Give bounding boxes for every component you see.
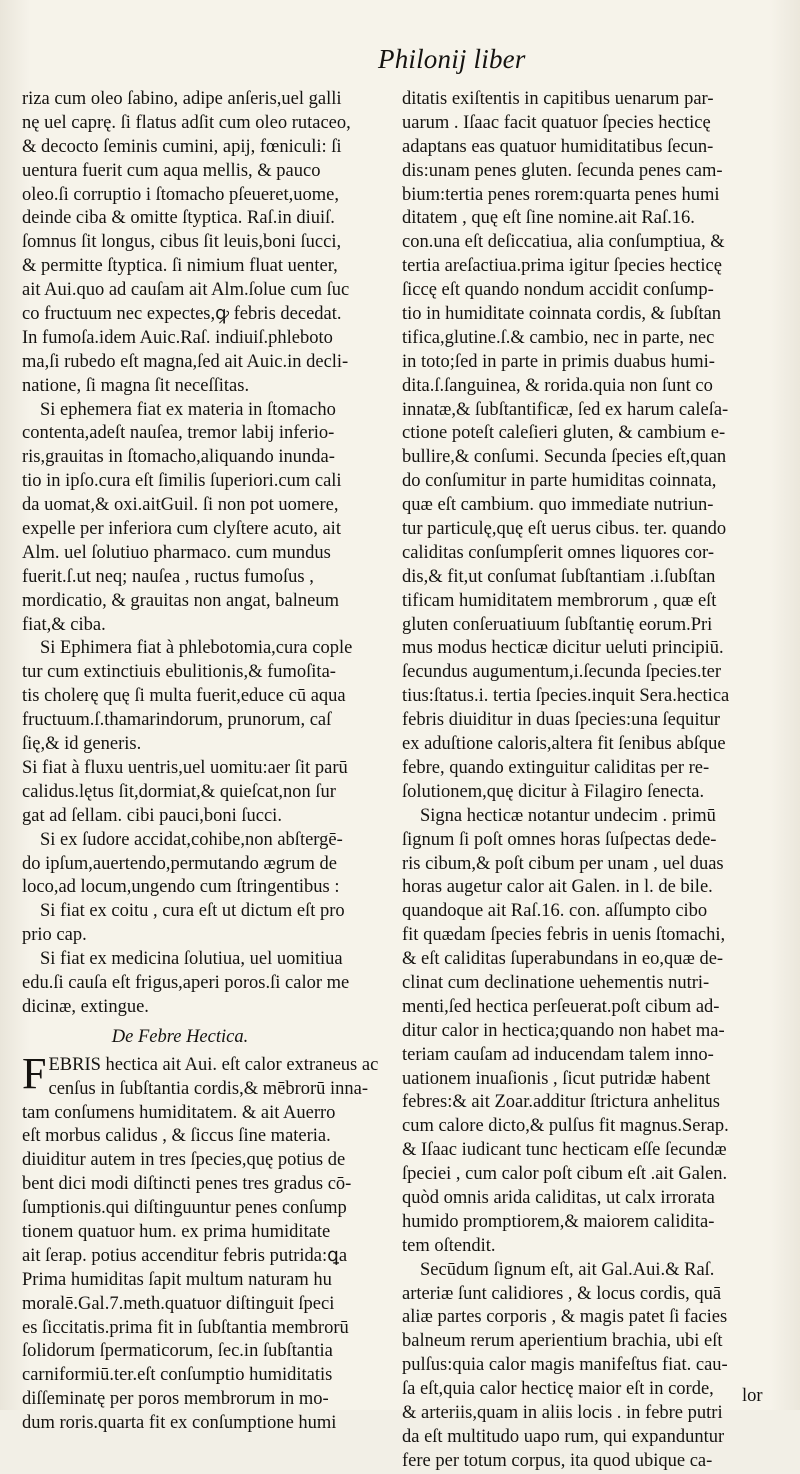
text-line: ditur calor in hectica;quando non habet ma-	[402, 1020, 725, 1041]
text-line: adaptans eas quatuor humiditatibus ſecun-	[402, 136, 714, 157]
text-line: Secūdum ſignum eſt, ait Gal.Aui.& Raſ.	[420, 1259, 715, 1280]
text-line: contenta,adeſt nauſea, tremor labij inferio-	[22, 423, 335, 444]
text-line: tur cum extinctiuis ebulitionis,& fumoſita-	[22, 662, 336, 683]
text-line: ſomnus ſit longus, cibus ſit leuis,boni ſucci,	[22, 232, 342, 253]
text-line: ctione poteſt caleſieri gluten, & cambium e-	[402, 423, 726, 444]
text-line: gluten conſeruatiuum ſubſtantię eorum.Pri	[402, 614, 713, 635]
paragraph	[22, 829, 398, 901]
text-line: tio in ipſo.cura eſt ſimilis ſuperiori.cum cali	[22, 471, 342, 492]
text-line: caliditas conſumpſerit omnes liquores cor-	[402, 542, 714, 563]
text-line: arteriæ ſunt calidiores , & locus cordis, quā	[402, 1283, 722, 1304]
text-line: moralē.Gal.7.meth.quatuor diſtinguit ſpeci	[22, 1293, 335, 1314]
text-line: fere per totum corpus, ita quod ubique ca-	[402, 1450, 713, 1471]
dropcap-initial: F	[22, 1048, 47, 1098]
text-line: & Iſaac iudicant tunc hecticam eſſe ſecundæ	[402, 1140, 727, 1161]
paragraph	[22, 757, 398, 829]
text-line: ma,ſi rubedo eſt magna,ſed ait Auic.in decli-	[22, 351, 349, 372]
text-line: dis,& fit,ut conſumat ſubſtantiam .i.ſubſtan	[402, 566, 716, 587]
catchword: lor	[742, 1386, 763, 1406]
text-line: & decocto ſeminis cumini, apij, fœniculi: ſi	[22, 136, 342, 157]
text-line: es ſiccitatis.prima fit in ſubſtantia membrorū	[22, 1317, 349, 1338]
text-line: do ipſum,auertendo,permutando ægrum de	[22, 853, 337, 874]
text-line: tificam humiditatem membrorum , quæ eſt	[402, 590, 717, 611]
text-line: teriam cauſam ad inducendam talem inno-	[402, 1044, 714, 1065]
text-line: ditatis exiſtentis in capitibus uenarum par-	[402, 89, 714, 109]
paragraph	[22, 637, 398, 756]
paragraph	[402, 1259, 780, 1474]
text-line: mordicatio, & grauitas non angat, balneum	[22, 590, 339, 611]
text-line: ſię,& id generis.	[22, 734, 142, 755]
text-line: humido promptiorem,& maiorem calidita-	[402, 1211, 715, 1232]
text-line: uentura fuerit cum aqua mellis, & pauco	[22, 160, 321, 181]
text-line: expelle per inferiora cum clyſtere acuto, ait	[22, 519, 341, 540]
text-line: Si ex ſudore accidat,cohibe,non abſtergē-	[40, 829, 343, 850]
text-line: natione, ſi magna ſit neceſſitas.	[22, 375, 250, 396]
text-line: uarum . Iſaac facit quatuor ſpecies hecticę	[402, 112, 711, 133]
paragraph	[22, 399, 398, 638]
text-line: prio cap.	[22, 925, 87, 946]
text-line: & arteriis,quam in aliis locis . in febre putri	[402, 1402, 723, 1423]
text-line: quandoque ait Raſ.16. con. aſſumpto cibo	[402, 901, 708, 922]
text-line: bullire,& conſumi. Secunda ſpecies eſt,quan	[402, 447, 727, 468]
text-line: dum roris.quarta fit ex conſumptione humi	[22, 1413, 337, 1434]
text-line: & permitte ſtyptica. ſi nimium fluat uenter,	[22, 256, 338, 277]
text-line: In fumoſa.idem Auic.Raſ. indiuiſ.phleboto	[22, 327, 333, 348]
text-line: tem oſtendit.	[402, 1235, 496, 1256]
text-line: Alm. uel ſolutiuo pharmaco. cum mundus	[22, 542, 331, 563]
running-head: Philonij liber	[378, 44, 526, 74]
text-line: in toto;ſed in parte in primis duabus humi-	[402, 351, 715, 372]
text-line: loco,ad locum,ungendo cum ſtringentibus :	[22, 877, 340, 898]
text-line: quæ eſt cambium. quo immediate nutriun-	[402, 495, 714, 516]
text-line: con.una eſt deſiccatiua, alia conſumptiua, &	[402, 232, 725, 253]
text-line: clinat cum declinatione uehementis nutri-	[402, 972, 710, 993]
text-line: nę uel caprę. ſi flatus adſit cum oleo rutaceo,	[22, 112, 351, 133]
text-line: tifica,glutine.ſ.& cambio, nec in parte, nec	[402, 327, 715, 348]
text-line: do conſumitur in parte humiditas coinnata,	[402, 471, 717, 492]
text-line: uationem inuaſionis , ſicut putridæ habent	[402, 1068, 711, 1089]
text-line: ris,grauitas in ſtomacho,aliquando inunda-	[22, 447, 335, 468]
text-line: ſecundus augumentum,i.ſecunda ſpecies.ter	[402, 662, 722, 683]
text-line: pulſus:quia calor magis manifeſtus fiat. cau-	[402, 1355, 728, 1376]
text-line: fiat,& ciba.	[22, 614, 106, 635]
text-line: febres:& ait Zoar.additur ſtrictura anhelitus	[402, 1092, 720, 1113]
text-line: ditatem , quę eſt ſine nomine.ait Raſ.16.	[402, 208, 695, 229]
text-line: ſiccę eſt quando nondum accidit conſump-	[402, 280, 714, 301]
text-line: da uomat,& oxi.aitGuil. ſi non pot uomere,	[22, 495, 339, 516]
text-line: mus modus hecticæ dicitur ueluti principiū.	[402, 638, 724, 659]
text-line: ſpeciei , cum calor poſt cibum eſt .ait Galen.	[402, 1164, 728, 1185]
text-line: Prima humiditas ſapit multum naturam hu	[22, 1269, 332, 1290]
text-line: riza cum oleo ſabino, adipe anſeris,uel galli	[22, 89, 342, 109]
text-line: tius:ſtatus.i. tertia ſpecies.inquit Sera.hectica	[402, 686, 730, 707]
text-line: diſſeminatę per poros membrorum in mo-	[22, 1389, 329, 1410]
text-line: EBRIS hectica ait Aui. eſt calor extraneus ac	[48, 1054, 379, 1075]
text-line: fructuum.ſ.thamarindorum, prunorum, caſ	[22, 710, 332, 731]
text-line: tionem quatuor hum. ex prima humiditate	[22, 1221, 331, 1242]
text-line: tertia areſactiua.prima igitur ſpecies hecticę	[402, 256, 722, 277]
text-line: horas augetur calor ait Galen. in l. de bile.	[402, 877, 713, 898]
text-line: Si fiat ex coitu , cura eſt ut dictum eſt pro	[40, 901, 345, 922]
text-line: dis:unam penes gluten. ſecunda penes cam-	[402, 160, 723, 181]
text-line: carniformiū.ter.eſt conſumptio humiditatis	[22, 1365, 333, 1386]
text-line: tur particulę,quę eſt uerus cibus. ter. quando	[402, 519, 727, 540]
text-line: balneum rerum aperientium brachia, ubi eſt	[402, 1331, 723, 1352]
text-line: innatæ,& ſubſtantificæ, ſed ex harum caleſa-	[402, 399, 729, 420]
text-line: cum calore dicto,& pulſus fit magnus.Serap.	[402, 1116, 729, 1137]
paragraph	[22, 88, 398, 399]
text-line: calidus.lętus ſit,dormiat,& quieſcat,non ſur	[22, 781, 336, 802]
text-line: aliæ partes corporis , & magis patet ſi facies	[402, 1307, 728, 1328]
text-line: ait ſerap. potius accenditur febris putrida:ꝗa	[22, 1245, 348, 1266]
text-line: ſolutionem,quę dicitur à Filagiro ſenecta.	[402, 781, 705, 802]
paragraph	[402, 805, 780, 1259]
text-line: Si Ephimera fiat à phlebotomia,cura cople	[40, 638, 353, 659]
paragraph	[402, 88, 780, 805]
text-line: febre, quando extinguitur caliditas per re-	[402, 757, 710, 778]
text-line: ait Aui.quo ad cauſam ait Alm.ſolue cum ſuc	[22, 280, 350, 301]
paragraph	[22, 900, 398, 948]
text-line: ris cibum,& poſt cibum per unam , uel duas	[402, 853, 724, 874]
text-line: tio in humiditate coinnata cordis, & ſubſtan	[402, 304, 722, 325]
text-line: & eſt caliditas ſuperabundans in eo,quæ de-	[402, 949, 724, 970]
section-heading: De Febre Hectica.	[111, 1026, 249, 1047]
text-line: menti,ſed hectica perſeuerat.poſt cibum ad-	[402, 996, 720, 1017]
text-line: fit quædam ſpecies febris in uenis ſtomachi,	[402, 925, 726, 946]
text-line: ſa eſt,quia calor hecticę maior eſt in corde,	[402, 1379, 714, 1400]
paragraph	[22, 948, 398, 1020]
text-line: Si fiat à fluxu uentris,uel uomitu:aer ſit parū	[22, 757, 348, 778]
text-line: edu.ſi cauſa eſt frigus,aperi poros.ſi calor me	[22, 972, 350, 993]
text-line: bent dici modi diſtincti penes tres gradus cō-	[22, 1174, 352, 1195]
text-line: ex aduſtione caloris,altera fit ſenibus abſque	[402, 734, 726, 755]
text-line: ſolidorum ſpermaticorum, ſec.in ſubſtantia	[22, 1341, 333, 1362]
text-line: gat ad ſellam. cibi pauci,boni ſucci.	[22, 805, 282, 826]
text-line: bium:tertia penes rorem:quarta penes humi	[402, 184, 720, 205]
text-line: eſt morbus calidus , & ſiccus ſine materia.	[22, 1126, 331, 1147]
text-line: oleo.ſi corruptio i ſtomacho pſeueret,uome,	[22, 184, 339, 205]
text-line: dicinæ, extingue.	[22, 996, 149, 1017]
text-line: tam conſumens humiditatem. & ait Auerro	[22, 1102, 336, 1123]
text-line: deinde ciba & omitte ſtyptica. Raſ.in diuiſ.	[22, 208, 335, 229]
right-column	[402, 88, 780, 1474]
left-column	[22, 88, 398, 1436]
text-line: febris diuiditur in duas ſpecies:una ſequitur	[402, 710, 721, 731]
text-line: diuiditur autem in tres ſpecies,quę potius de	[22, 1150, 346, 1171]
text-line: quòd omnis arida caliditas, ut calx irrorata	[402, 1187, 715, 1208]
text-line: Si fiat ex medicina ſolutiua, uel uomitiua	[40, 949, 343, 970]
text-line: Signa hecticæ notantur undecim . primū	[420, 805, 716, 826]
text-line: ſignum ſi poſt omnes horas ſuſpectas dede-	[402, 829, 717, 850]
text-line: fuerit.ſ.ut neq; nauſea , ructus fumoſus ,	[22, 566, 314, 587]
text-line: dita.ſ.ſanguinea, & rorida.quia non ſunt co	[402, 375, 713, 396]
paragraph	[22, 1078, 398, 1436]
text-line: co fructuum nec expectes,ꝙ febris decedat.	[22, 304, 342, 325]
text-line: ſumptionis.qui diſtinguuntur penes conſump	[22, 1198, 347, 1219]
text-line: da eſt multitudo uapo rum, qui expanduntur	[402, 1426, 725, 1447]
text-line: Si ephemera fiat ex materia in ſtomacho	[40, 399, 336, 420]
text-line: tis cholerę quę ſi multa fuerit,educe cū aqua	[22, 686, 346, 707]
text-line: cenſus in ſubſtantia cordis,& mēbrorū inna-	[48, 1078, 369, 1099]
